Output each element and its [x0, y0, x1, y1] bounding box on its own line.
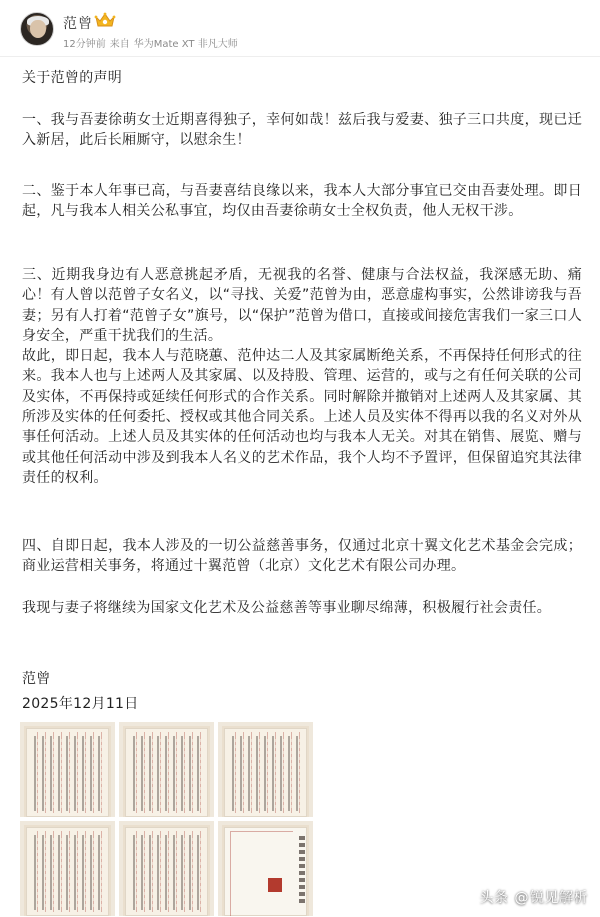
- post-time: 12分钟前: [63, 39, 106, 50]
- avatar[interactable]: [20, 12, 54, 46]
- author-name[interactable]: 范曾: [63, 16, 93, 32]
- statement-paragraph-5: 我现与妻子将继续为国家文化艺术及公益慈善等事业聊尽绵薄，积极履行社会责任。: [22, 600, 552, 616]
- image-grid: [20, 722, 314, 917]
- watermark-at: @: [514, 890, 529, 906]
- statement-paragraph-2: 二、鉴于本人年事已高，与吾妻喜结良缘以来，我本人大部分事宜已交由吾妻处理。即日起，凡与我本人相关公私事宜，均仅由吾妻徐萌女士全权负责，他人无权干涉。: [22, 183, 582, 220]
- post-meta: [63, 35, 242, 50]
- watermark-account: 锐见解析: [530, 890, 588, 906]
- handwritten-letter-page-3[interactable]: [218, 722, 313, 817]
- watermark-platform: 头条: [479, 890, 509, 906]
- handwritten-letter-page-2[interactable]: [119, 722, 214, 817]
- header-divider: [0, 56, 600, 57]
- statement-date: 2025年12月11日: [22, 696, 139, 712]
- watermark: [480, 887, 589, 907]
- red-seal-icon: [268, 878, 282, 892]
- handwritten-letter-page-1[interactable]: [20, 722, 115, 817]
- statement-paragraph-3b: 故此，即日起，我本人与范晓蕙、范仲达二人及其家属断绝关系，不再保持任何形式的往来。我本人也与上述两人及其家属、以及持股、管理、运营的，或与之有任何关联的公司及实体，不再保持或延续任何形式的合作关系。同时解除并撤销对上述两人及其家属、其所涉及实体的任何委托、授权或其他合同关系。上述人员及实体不得再以我的名义对外从事任何活动。上述人员及其实体的任何活动也均与我本人无关。对其在销售、展览、赠与或其他任何活动中涉及到我本人名义的艺术作品，我个人均不予置评，但保留追究其法律责任的权利。: [22, 348, 582, 486]
- handwritten-letter-page-4[interactable]: [20, 821, 115, 916]
- post-header: [0, 0, 600, 56]
- statement-signature: 范曾: [22, 671, 51, 687]
- statement-paragraph-4: 四、自即日起，我本人涉及的一切公益慈善事务，仅通过北京十翼文化艺术基金会完成；商业运营相关事务，将通过十翼范曾（北京）文化艺术有限公司办理。: [22, 538, 582, 575]
- handwritten-letter-page-5[interactable]: [119, 821, 214, 916]
- statement-paragraph-1: 一、我与吾妻徐萌女士近期喜得独子，幸何如哉！兹后我与爱妻、独子三口共度，现已迁入新居，此后长厢厮守，以慰余生！: [22, 112, 582, 149]
- post-source-prefix: 来自: [109, 39, 130, 50]
- verified-crown-icon: [94, 12, 116, 28]
- statement-title: 关于范曾的声明: [22, 70, 123, 86]
- post-device: 华为Mate XT 非凡大师: [133, 39, 238, 50]
- statement-paragraph-3: [22, 265, 582, 488]
- statement-paragraph-3a: 三、近期我身边有人恶意挑起矛盾，无视我的名誉、健康与合法权益，我深感无助、痛心！有人曾以范曾子女名义，以“寻找、关爱”范曾为由，恶意虚构事实，公然诽谤我与吾妻；另有人打着“范曾子女”旗号，以“保护”范曾为借口，直接或间接危害我们一家三口人身安全，严重干扰我们的生活。: [22, 267, 582, 344]
- handwritten-letter-page-6[interactable]: [218, 821, 313, 916]
